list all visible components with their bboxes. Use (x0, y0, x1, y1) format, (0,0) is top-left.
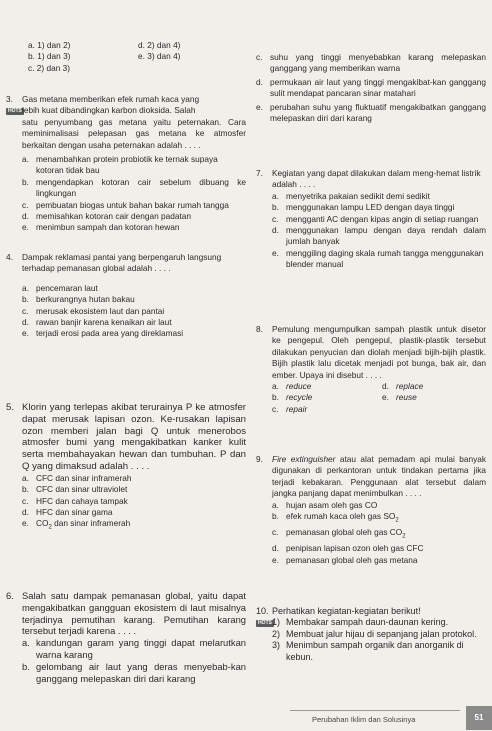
option-text: 2) dan 4) (147, 40, 181, 50)
question-8 (256, 324, 486, 415)
option-letter: b. (22, 294, 29, 305)
option-letter: d. (138, 40, 145, 50)
answer-option[interactable] (256, 527, 486, 543)
answer-option[interactable] (256, 555, 486, 566)
option-text: menyetrika pakaian sedikit demi sedikit (286, 190, 430, 201)
option-letter: c. (272, 213, 279, 224)
answer-option[interactable] (256, 52, 486, 75)
answer-option[interactable] (272, 404, 382, 415)
answer-option[interactable] (256, 511, 486, 527)
option-letter: a. (272, 499, 279, 510)
question-stem-line: lebih kuat dibandingkan karbon dioksida. Salah (22, 105, 196, 116)
option-text: mengendapkan kotoran cair sebelum dibuang ke lingkungan (36, 176, 246, 199)
option-letter: c. (22, 495, 29, 506)
list-item: 3) Menimbun sampah organik dan anorganik di kebun. (272, 640, 464, 662)
answer-option[interactable] (256, 248, 486, 271)
question-stem: Klorin yang terlepas akibat terurainya P ke atmosfer dapat merusak lapisan ozon. Ke-rusakan lapisan ozon memberi jalan bagi Q untuk menerobos atmosfer bumi yang mengakibatkan kanker kulit serta membahayakan hewan dan tumbuhan. P dan Q yang dimaksud adalah . . . . (22, 402, 246, 472)
question-stem: Dampak reklamasi pantai yang berpengaruh langsung terhadap pemanasan global adalah . . . . (22, 252, 222, 274)
option-letter: a. (22, 472, 29, 483)
option-text: menggunakan lampu dengan daya rendah dalam jumlah banyak (286, 225, 486, 247)
option-letter: a. (22, 282, 29, 293)
footer-divider (290, 710, 460, 711)
answer-option[interactable] (382, 381, 423, 392)
hots-badge: HOTS (258, 619, 272, 626)
answer-option[interactable] (6, 473, 246, 484)
option-letter: d. (22, 211, 29, 222)
option-text: rawan banjir karena kenaikan air laut (36, 317, 172, 328)
option-letter: e. (22, 328, 29, 339)
option-letter: a. (22, 637, 30, 649)
option-letter: d. (382, 381, 389, 392)
question-5 (6, 402, 246, 534)
option-text: menggiling daging skala rumah tangga menggunakan blender manual (286, 247, 484, 270)
option-text: CFC dan sinar ultraviolet (36, 484, 128, 495)
answer-option[interactable] (6, 283, 246, 294)
question-stem: Salah satu dampak pemanasan global, yaitu dapat mengakibatkan gangguan ekosistem di laut misalnya terjadinya pemutihan karang. Pemutihan karang tersebut terjadi karena . . . . (22, 590, 246, 637)
option-text: kandungan garam yang tinggi dapat melarutkan warna karang (36, 637, 246, 660)
option-letter: b. (272, 511, 279, 522)
question-6-continued (256, 52, 486, 124)
question-stem: Fire extinguisher atau alat pemadam api mulai banyak digunakan di perkantoran untuk tindakan pertama jika terjadi kebakaran. Penggunaan alat tersebut dalam jangka panjang dapat menimbulkan . . . . (272, 454, 486, 499)
option-letter: e. (22, 222, 29, 233)
answer-option[interactable] (256, 225, 486, 248)
answer-option[interactable] (6, 507, 246, 518)
answer-option[interactable] (6, 294, 246, 305)
question-stem: satu penyumbang gas metana yaitu peternakan. Cara meminimalisasi pelepasan gas metana ke atmosfer berkaitan dengan usaha peternakan adalah . . . . (22, 116, 246, 150)
answer-option[interactable] (6, 154, 246, 177)
page-number: 51 (466, 706, 492, 730)
option-text: pemanasan global oleh gas $CO_2$ (286, 527, 406, 540)
answer-option[interactable] (256, 102, 486, 125)
option-text: 1) dan 2) (37, 40, 71, 50)
answer-option[interactable] (6, 222, 246, 233)
option-text: 3) dan 4) (147, 51, 181, 62)
option-letter: b. (272, 202, 279, 213)
answer-option[interactable] (6, 637, 246, 661)
option-text: CFC dan sinar inframerah (36, 472, 132, 483)
option-text: HFC dan sinar gama (36, 507, 113, 517)
option-text: mengganti AC dengan kipas angin di setiap ruangan (286, 213, 479, 224)
question-number: 9. (256, 454, 263, 464)
option-letter: b. (22, 660, 30, 672)
question-7 (256, 168, 486, 271)
question-4 (6, 252, 246, 340)
page-footer (0, 698, 492, 731)
question-stem: Kegiatan yang dapat dilakukan dalam meng-hemat listrik adalah . . . . (272, 168, 481, 190)
list-item: HOTS 1) Membakar sampah daun-daunan kering. (258, 617, 449, 628)
option-text: recycle (286, 392, 313, 403)
answer-option[interactable] (6, 518, 246, 534)
option-letter: c. (22, 199, 29, 210)
chapter-title: Perubahan Iklim dan Solusinya (312, 715, 416, 724)
option-text: gelombang air laut yang deras menyebab-kan ganggang melepaskan diri dari karang (36, 660, 246, 684)
option-letter: d. (256, 76, 263, 87)
answer-option[interactable] (382, 392, 423, 403)
answer-option[interactable] (6, 317, 246, 328)
question-number: 7. (256, 168, 263, 178)
option-letter: d. (22, 507, 29, 517)
option-letter: a. (28, 40, 35, 50)
option-text: $CO_2$ dan sinar inframerah (36, 518, 131, 532)
option-text: pembuatan biogas untuk bahan bakar rumah tangga (36, 199, 229, 210)
answer-option[interactable] (6, 484, 246, 495)
option-text: 1) dan 3) (37, 51, 71, 62)
answer-option[interactable] (6, 200, 246, 211)
option-text: 2) dan 3) (36, 62, 70, 73)
option-text: replace (396, 381, 424, 392)
question-number: 3. (6, 94, 13, 104)
option-text: merusak ekosistem laut dan pantai (36, 305, 165, 316)
option-letter: d. (272, 543, 279, 554)
hots-badge: HOTS (8, 107, 22, 114)
question-10 (256, 606, 486, 663)
option-letter: c. (28, 62, 35, 73)
answer-option[interactable] (6, 496, 246, 507)
option-text: menggunakan lampu LED dengan daya tinggi (286, 202, 455, 213)
option-letter: e. (382, 392, 389, 403)
previous-question-options (6, 40, 246, 74)
option-letter: e. (22, 518, 29, 529)
answer-option[interactable] (6, 177, 246, 200)
option-text: menambahkan protein probiotik ke ternak supaya kotoran tidak bau (36, 154, 218, 176)
option-letter: e. (272, 247, 279, 258)
question-stem: Pemulung mengumpulkan sampah plastik untuk disetor ke pengepul. Oleh pengepul, plastik-plastik tersebut dilakukan penyucian dan diolah menjadi bijih-bijih plastik. Bijih plastik lalu dicetak menjadi pot bunga, bak air, dan ember. Upaya ini disebut . . . . (272, 324, 486, 380)
answer-option[interactable] (6, 328, 246, 339)
option-letter: c. (272, 403, 279, 414)
question-number: 5. (6, 402, 15, 413)
option-text: terjadi erosi pada area yang direklamasi (36, 328, 184, 339)
option-letter: c. (22, 305, 29, 316)
question-9 (256, 454, 486, 566)
option-letter: a. (22, 154, 29, 165)
option-text: efek rumah kaca oleh gas $SO_2$ (286, 511, 399, 524)
option-text: HFC dan cahaya tampak (36, 495, 128, 506)
option-text: permukaan air laut yang tinggi mengakibat-kan ganggang sulit mendapat pancaran sinar matahari (270, 76, 486, 99)
list-item: 2) Membuat jalur hijau di sepanjang jalan protokol. (272, 628, 477, 639)
question-stem-line: Gas metana memberikan efek rumah kaca yang (22, 94, 200, 104)
answer-option[interactable] (256, 214, 486, 225)
answer-option[interactable] (6, 661, 246, 685)
answer-option[interactable] (6, 306, 246, 317)
answer-option[interactable] (256, 77, 486, 100)
option-text: menimbun sampah dan kotoran hewan (36, 222, 180, 233)
option-letter: b. (28, 51, 35, 62)
option-letter: a. (272, 190, 279, 201)
option-text: pemanasan global oleh gas metana (286, 554, 418, 565)
option-text: berkurangnya hutan bakau (36, 294, 135, 305)
question-number: 6. (6, 590, 14, 601)
option-text: penipisan lapisan ozon oleh gas CFC (286, 543, 424, 554)
question-3 (6, 94, 246, 234)
option-text: suhu yang tinggi menyebabkan karang melepaskan ganggang yang memberikan warna (270, 52, 486, 74)
answer-option[interactable] (256, 191, 486, 202)
option-letter: d. (22, 317, 29, 328)
question-number: 10. (256, 606, 269, 616)
option-letter: e. (256, 101, 263, 112)
option-letter: b. (22, 176, 29, 187)
option-letter: c. (256, 52, 263, 62)
question-6 (6, 590, 246, 684)
option-text: perubahan suhu yang fluktuatif mengakibatkan ganggang melepaskan diri dari karang (270, 101, 486, 124)
option-letter: d. (272, 225, 279, 236)
answer-option[interactable] (272, 381, 382, 392)
question-stem: Perhatikan kegiatan-kegiatan berikut! (272, 606, 421, 616)
option-letter: a. (272, 381, 279, 392)
option-text: repair (286, 403, 308, 414)
option-text: memisahkan kotoran cair dengan padatan (36, 211, 191, 222)
answer-option[interactable] (6, 211, 246, 222)
question-number: 4. (6, 252, 13, 262)
answer-option[interactable] (256, 500, 486, 511)
option-letter: c. (272, 527, 279, 538)
option-letter: e. (272, 554, 279, 565)
option-text: pencemaran laut (36, 282, 98, 293)
option-letter: b. (22, 484, 29, 495)
answer-option[interactable] (272, 392, 382, 403)
option-letter: b. (272, 392, 279, 403)
answer-option[interactable] (256, 543, 486, 554)
option-text: reuse (396, 392, 417, 403)
answer-option[interactable] (256, 202, 486, 213)
option-letter: e. (138, 51, 145, 62)
option-text: hujan asam oleh gas CO (286, 499, 378, 510)
option-text: reduce (286, 381, 312, 392)
question-number: 8. (256, 324, 263, 334)
